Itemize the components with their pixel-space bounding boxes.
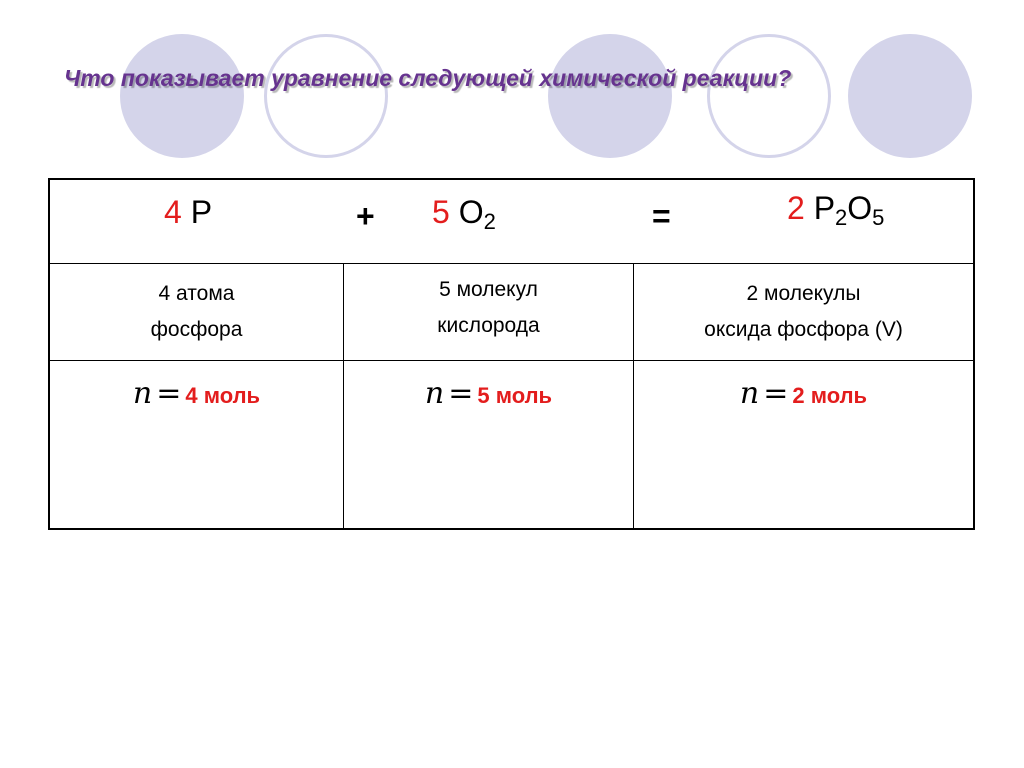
reactant-phosphorus: 4 P xyxy=(164,194,213,230)
desc-cell-oxide: 2 молекулы оксида фосфора (V) xyxy=(704,282,903,341)
decor-circle-2 xyxy=(264,34,388,158)
mole-cell-oxygen: n = 5 моль xyxy=(424,376,553,411)
desc-cell-phosphorus: 4 атома фосфора xyxy=(150,282,243,341)
product-phosphorus-oxide: 2 $P_2O_5$ xyxy=(787,190,885,230)
plus-sign: + xyxy=(356,198,375,234)
mole-cell-phosphorus: n = 4 моль xyxy=(132,376,261,411)
slide-title: Что показывает уравнение следующей химической реакции? xyxy=(64,65,792,91)
equation-row xyxy=(50,180,973,264)
decor-circle-4 xyxy=(707,34,831,158)
reactant-oxygen: 5 $O_2$ xyxy=(432,194,496,234)
decor-circle-1 xyxy=(120,34,244,158)
desc-cell-oxygen: 5 молекул кислорода xyxy=(437,278,540,337)
equals-sign: = xyxy=(652,198,671,234)
reaction-table xyxy=(48,178,975,530)
row-divider xyxy=(50,360,973,361)
decor-circle-3 xyxy=(548,34,672,158)
decor-circle-5 xyxy=(848,34,972,158)
mole-cell-oxide: n = 2 моль xyxy=(739,376,868,411)
